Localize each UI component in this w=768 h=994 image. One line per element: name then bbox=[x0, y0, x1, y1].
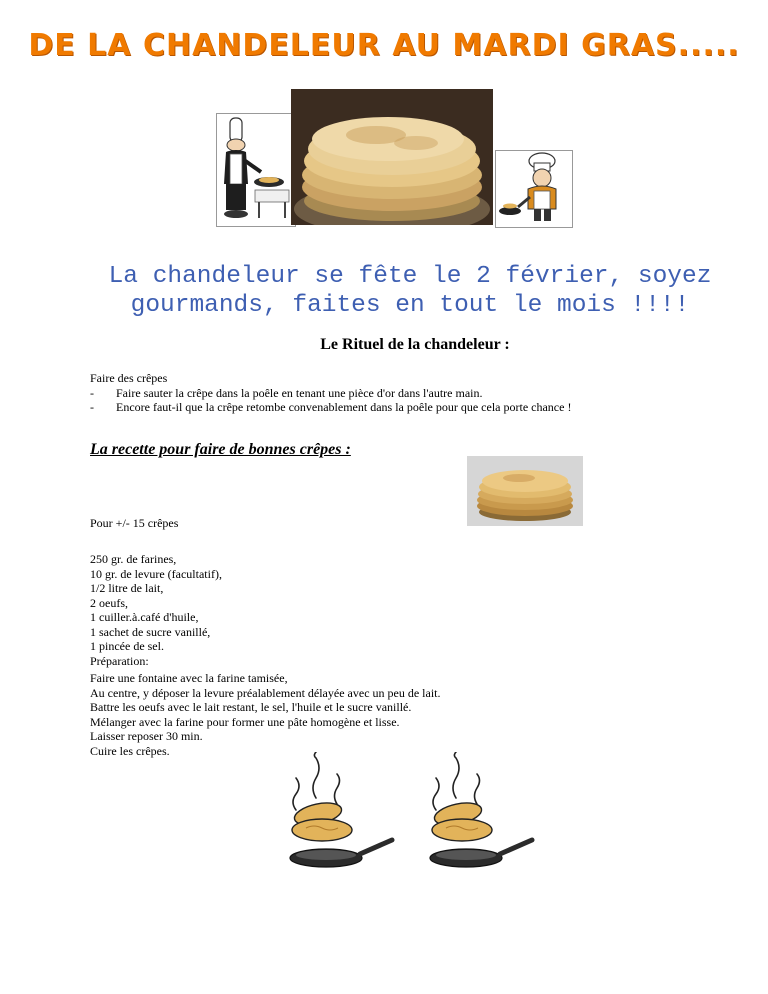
ritual-bullet bbox=[90, 386, 690, 401]
ingredient-item: 1/2 litre de lait, bbox=[90, 581, 164, 595]
chef-flipping-crepe-illustration bbox=[495, 150, 573, 228]
crepe-stack-photo bbox=[291, 89, 493, 225]
tagline-line-2: gourmands, faites en tout le mois !!!! bbox=[130, 292, 690, 319]
ingredient-item: 2 oeufs, bbox=[90, 595, 128, 610]
step-item: Cuire les crêpes. bbox=[90, 743, 170, 758]
recipe-title: La recette pour faire de bonnes crêpes : bbox=[90, 441, 351, 458]
ingredient-item: 10 gr. de levure (facultatif), bbox=[90, 566, 222, 581]
ritual-title: Le Rituel de la chandeleur : bbox=[320, 336, 510, 353]
step-item: Faire une fontaine avec la farine tamisée, bbox=[90, 671, 288, 685]
ritual-list bbox=[90, 371, 690, 415]
ritual-bullet-text: Faire sauter la crêpe dans la poêle en tenant une pièce d'or dans l'autre main. bbox=[116, 385, 483, 400]
page-title: DE LA CHANDELEUR AU MARDI GRAS..... bbox=[28, 28, 740, 63]
ingredient-item: 250 gr. de farines, bbox=[90, 552, 177, 566]
crepe-stack-photo bbox=[467, 456, 583, 526]
portions-text: Pour +/- 15 crêpes bbox=[90, 516, 179, 530]
steps-list bbox=[90, 671, 441, 758]
step-item: Battre les oeufs avec le lait restant, le sel, l'huile et le sucre vanillé. bbox=[90, 700, 412, 714]
ingredients-list bbox=[90, 552, 222, 668]
tagline bbox=[60, 262, 760, 320]
bullet-marker: - bbox=[90, 400, 94, 414]
crepes-in-pans-illustration bbox=[282, 752, 544, 878]
ingredient-item: 1 cuiller.à.café d'huile, bbox=[90, 610, 199, 624]
step-item: Mélanger avec la farine pour former une pâte homogène et lisse. bbox=[90, 714, 400, 729]
ritual-intro: Faire des crêpes bbox=[90, 371, 168, 385]
step-item: Au centre, y déposer la levure préalablement délayée avec un peu de lait. bbox=[90, 685, 441, 700]
ritual-bullet bbox=[90, 400, 690, 415]
preparation-label: Préparation: bbox=[90, 653, 149, 668]
bullet-marker: - bbox=[90, 385, 94, 400]
ritual-bullet-text: Encore faut-il que la crêpe retombe convenablement dans la poêle pour que cela porte chance ! bbox=[116, 400, 572, 414]
tagline-line-1: La chandeleur se fête le 2 février, soyez bbox=[108, 263, 712, 290]
step-item: Laisser reposer 30 min. bbox=[90, 729, 203, 743]
chef-cooking-illustration bbox=[216, 113, 296, 227]
ingredient-item: 1 sachet de sucre vanillé, bbox=[90, 624, 211, 639]
ingredient-item: 1 pincée de sel. bbox=[90, 639, 164, 653]
